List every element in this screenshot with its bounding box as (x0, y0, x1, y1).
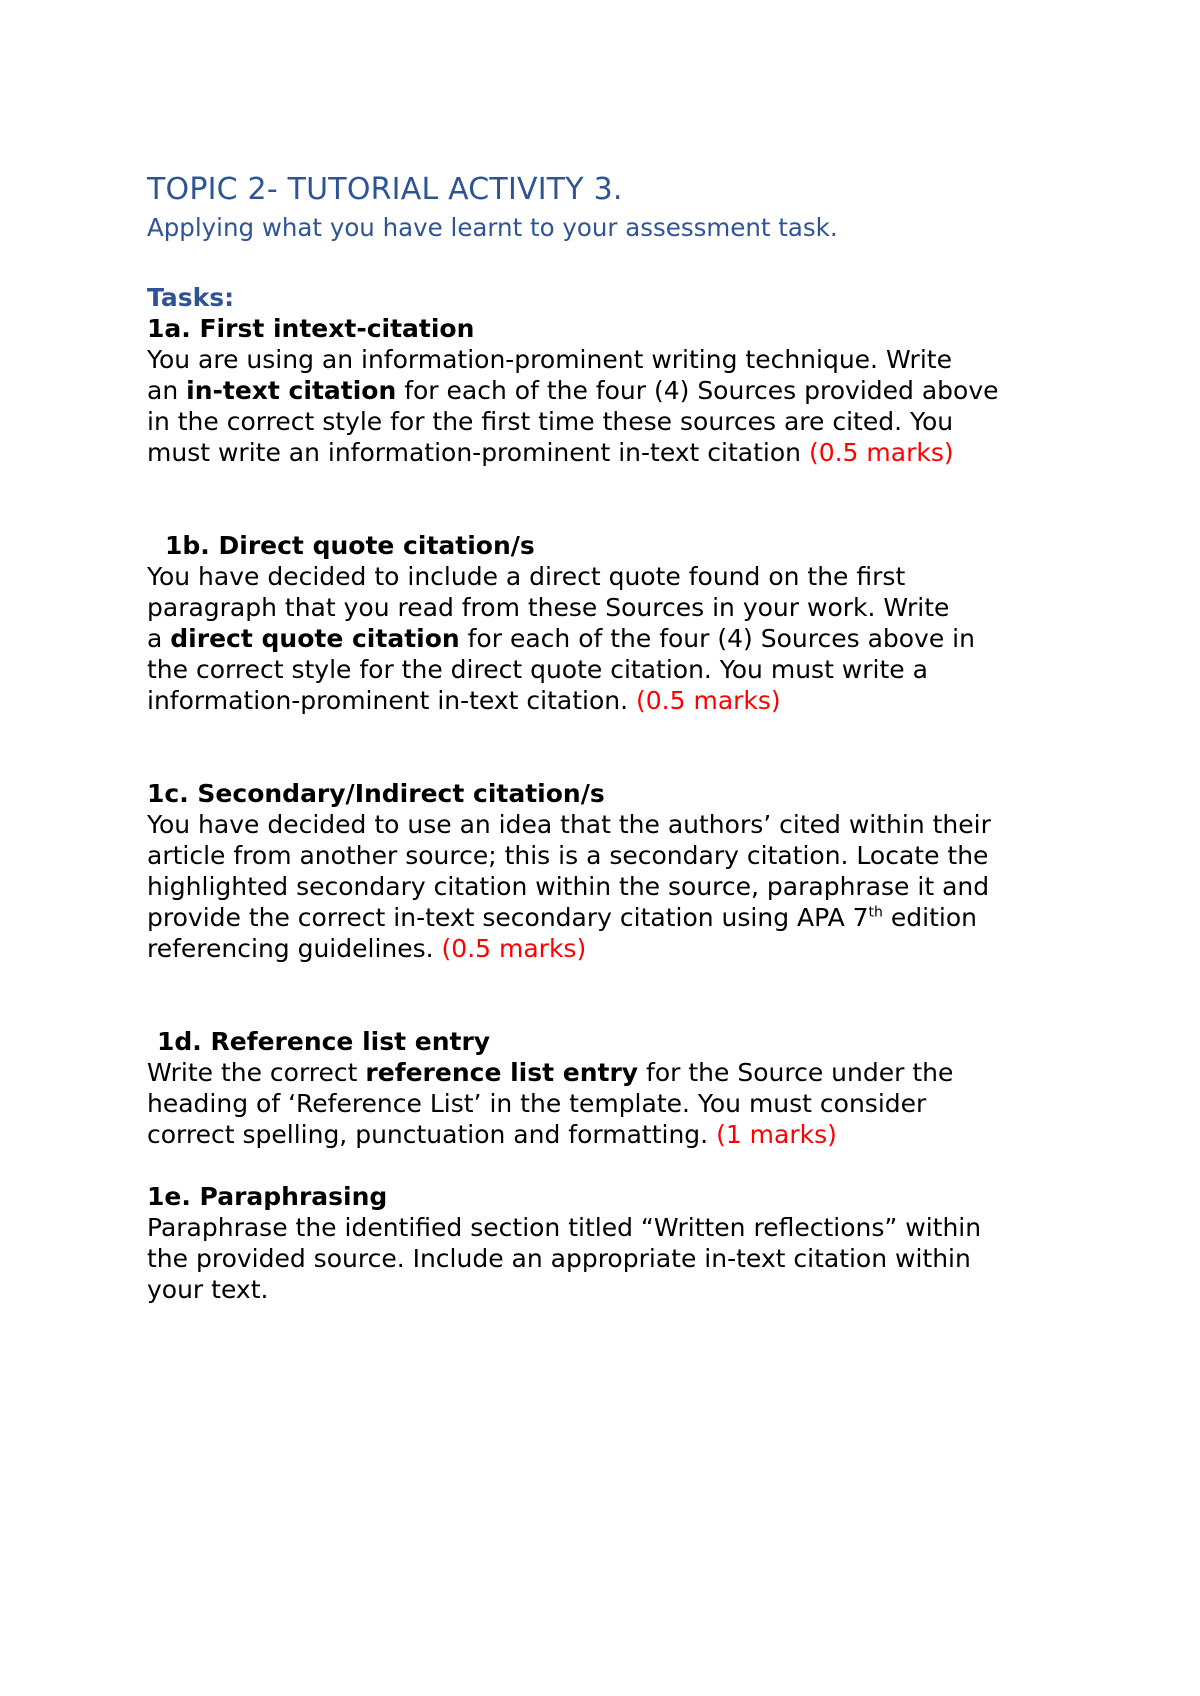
task-1b-line3-bold: direct quote citation (170, 624, 460, 653)
task-1b-line2: paragraph that you read from these Sources in your work. Write (147, 593, 950, 622)
task-1d (147, 1026, 1067, 1150)
task-1b-line4: the correct style for the direct quote citation. You must write a (147, 655, 928, 684)
task-1c-line1: You have decided to use an idea that the authors’ cited within their (147, 810, 991, 839)
page-subtitle: Applying what you have learnt to your assessment task. (147, 213, 838, 242)
task-1c-heading: 1c. Secondary/Indirect citation/s (147, 779, 605, 808)
task-1a-line3: in the correct style for the first time these sources are cited. You (147, 407, 954, 436)
task-1b-line5: information-prominent in-text citation. (147, 686, 637, 715)
page-title: TOPIC 2- TUTORIAL ACTIVITY 3. (147, 172, 623, 207)
task-1a-marks: (0.5 marks) (808, 438, 954, 467)
task-1b-heading: 1b. Direct quote citation/s (165, 531, 535, 560)
task-1c-line2: article from another source; this is a secondary citation. Locate the (147, 841, 989, 870)
task-1c-body (147, 809, 1067, 964)
task-1b-marks: (0.5 marks) (636, 686, 781, 715)
task-1b-line3-pre: a (147, 624, 171, 653)
tasks-label: Tasks: (147, 283, 235, 312)
task-1c-line5: referencing guidelines. (147, 934, 442, 963)
task-1e-line3: your text. (147, 1275, 269, 1304)
task-1a-line4: must write an information-prominent in-text citation (147, 438, 809, 467)
task-1a (147, 313, 1067, 468)
task-1c-line4-pre: provide the correct in-text secondary citation using APA 7 (147, 903, 869, 932)
task-1b-line3-post: for each of the four (4) Sources above in (459, 624, 975, 653)
task-1d-line1-post: for the Source under the (638, 1058, 954, 1087)
spacer (147, 1150, 1067, 1181)
task-1c (147, 778, 1067, 964)
task-1d-body (147, 1057, 1067, 1150)
task-1d-line3: correct spelling, punctuation and formatting. (147, 1120, 717, 1149)
task-1d-heading: 1d. Reference list entry (157, 1027, 491, 1056)
task-1a-line2-post: for each of the four (4) Sources provided above (396, 376, 999, 405)
task-1b-line1: You have decided to include a direct quote found on the first (147, 562, 906, 591)
spacer (147, 468, 1067, 530)
task-1c-marks: (0.5 marks) (441, 934, 587, 963)
document-page (147, 170, 1067, 1305)
task-1a-line2-pre: an (147, 376, 187, 405)
task-1a-heading: 1a. First intext-citation (147, 314, 475, 343)
task-1e (147, 1181, 1067, 1305)
task-1e-heading: 1e. Paraphrasing (147, 1182, 388, 1211)
task-1a-line1: You are using an information-prominent writing technique. Write (147, 345, 952, 374)
task-1a-line2-bold: in-text citation (186, 376, 397, 405)
task-1e-line2: the provided source. Include an appropriate in-text citation within (147, 1244, 971, 1273)
task-1b (147, 530, 1067, 716)
task-1e-line1: Paraphrase the identified section titled “Written reflections” within (147, 1213, 982, 1242)
task-1c-line4-post: edition (882, 903, 977, 932)
task-1e-body (147, 1212, 1067, 1305)
task-1d-line1-pre: Write the correct (147, 1058, 366, 1087)
task-1a-body (147, 344, 1067, 468)
task-1d-line2: heading of ‘Reference List’ in the template. You must consider (147, 1089, 927, 1118)
task-1d-marks: (1 marks) (716, 1120, 837, 1149)
task-1b-body (147, 561, 1067, 716)
task-1d-line1-bold: reference list entry (365, 1058, 639, 1087)
task-1c-line3: highlighted secondary citation within the source, paraphrase it and (147, 872, 990, 901)
spacer (147, 716, 1067, 778)
spacer (147, 964, 1067, 1026)
task-1c-line4-sup: th (868, 904, 883, 921)
